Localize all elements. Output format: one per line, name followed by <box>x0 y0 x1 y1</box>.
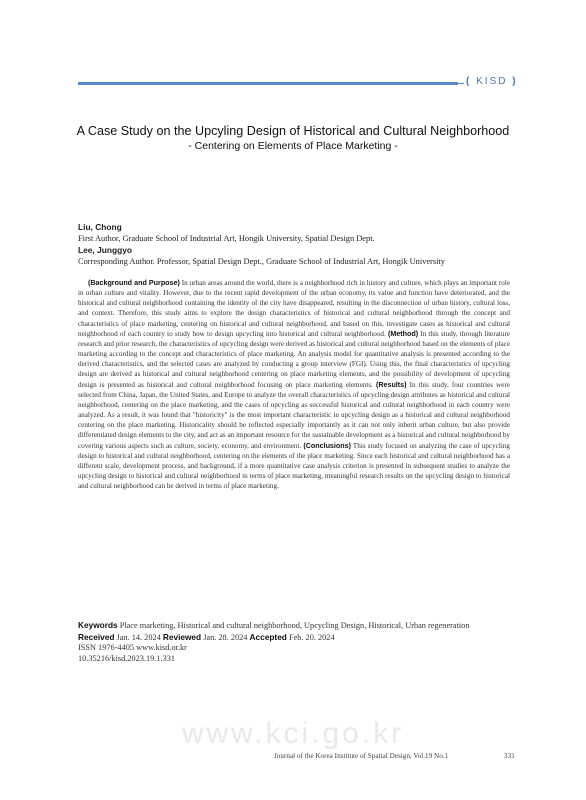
keywords-line <box>78 620 518 632</box>
paper-title: A Case Study on the Upcyling Design of Historical and Cultural Neighborhood <box>76 124 510 138</box>
article-meta <box>78 620 518 664</box>
dates-line <box>78 632 518 644</box>
keywords-text: Place marketing, Historical and cultural neighborhood, Upcycling Design, Historical, Urban regeneration <box>117 621 470 630</box>
abstract-background-label: (Background and Purpose) <box>88 279 180 287</box>
received-date: Jan. 14. 2024 <box>114 632 163 642</box>
author-name: Lee, Junggyo <box>78 244 132 255</box>
header-rule-tail <box>458 83 464 84</box>
reviewed-label: Reviewed <box>162 631 202 642</box>
paper-subtitle: - Centering on Elements of Place Marketing - <box>188 140 398 152</box>
journal-footer: Journal of the Korea Institute of Spatial Design, Vol.19 No.1 <box>274 752 449 760</box>
abstract-method-text: In this study, through literature research and prior research, the characteristics of upcycling design were derived as historical and cultural neighborhood based on the elements of place marketing according to the concept and characteristics of place marketing. An analysis model for quantitative analysis is presented according to the derived characteristics, and the selected cases are analyzed by conducting a group interview (FGI). Using this, the final characteristics of upcycling design are derived as historical and cultural neighborhood centering on place marketing elements, and the possibility of development of upcycling design is presented as historical and cultural neighborhood focusing on place marketing elements. <box>78 329 510 389</box>
page-number: 331 <box>504 752 515 760</box>
author-block <box>78 222 538 268</box>
received-label: Received <box>78 631 115 642</box>
abstract-conclusions-label: (Conclusions) <box>303 441 351 450</box>
abstract-results-text: In this study, four countries were selected from China, Japan, the United States, and Europe to analyze the overall characteristics of upcycling design attributes as historical and cultural neighborhood, centering on the place marketing, and the cases of upcycling as successful historical and cultural neighborhood in each country were analyzed. As a result, it was found that "historicity" is the most important characteristic in upcycling design as a historical and cultural neighborhood centering on the place marketing. Historicality should be reflected especially importantly as it can not only inherit urban culture, but also provide differentiated design elements to the city, and act as an important resource for the sustainable development as a historical and cultural neighborhood by covering various aspects such as culture, society, economy, and environment. <box>78 380 510 450</box>
abstract-results-label: (Results) <box>375 380 407 389</box>
abstract-conclusions-text: This study focused on analyzing the case of upcycling design to historical and cultural neighborhood, centering on the elements of the place marketing. Since each historical and cultural neighborhood has a different scale, development process, and background, if a more quantitative case analysis criterion is presented in subsequent studies to analyze the upcycling design to historical and cultural neighborhood in terms of place marketing, meaningful research results on the upcycling design to historical and cultural neighborhood can be derived in terms of place marketing. <box>78 441 510 491</box>
author-affiliation: First Author, Graduate School of Industrial Art, Hongik University, Spatial Design Dept. <box>78 234 375 244</box>
issn-line: ISSN 1976-4405 www.kisd.or.kr <box>78 643 187 653</box>
abstract-method-label: (Method) <box>387 329 419 338</box>
watermark: www.kci.go.kr <box>181 717 405 750</box>
reviewed-date: Jan. 28. 2024 <box>201 632 250 642</box>
header-rule <box>78 82 458 85</box>
keywords-label: Keywords <box>78 620 118 630</box>
kisd-logo: ( KISD ) <box>466 76 518 87</box>
accepted-date: Feb. 20. 2024 <box>286 632 335 642</box>
abstract-background-text: In urban areas around the world, there is a neighborhood rich in history and culture, which plays an important role in urban culture and vitality. However, due to the recent rapid development of the urban economy, its value and function have deteriorated, and the historical and cultural neighborhood containing the identity of the city have disappeared, resulting in the disconnection of urban history, cultural loss, and context. Therefore, this study aims to explore the design characteristics of historical and cultural neighborhood through the concept and characteristics of place marketing, centering on historical and cultural neighborhood, and based on this, investigate cases as historical and cultural neighborhood of each country to study how to design upcycling into historical and cultural neighborhood. <box>78 279 510 338</box>
author-name: Liu, Chong <box>78 222 122 232</box>
accepted-label: Accepted <box>249 631 287 642</box>
author-affiliation: Corresponding Author. Professor, Spatial Design Dept., Graduate School of Industrial Art, Hongik University <box>78 257 445 267</box>
abstract <box>78 278 510 491</box>
doi-line: 10.35216/kisd.2023.19.1.331 <box>78 653 176 663</box>
